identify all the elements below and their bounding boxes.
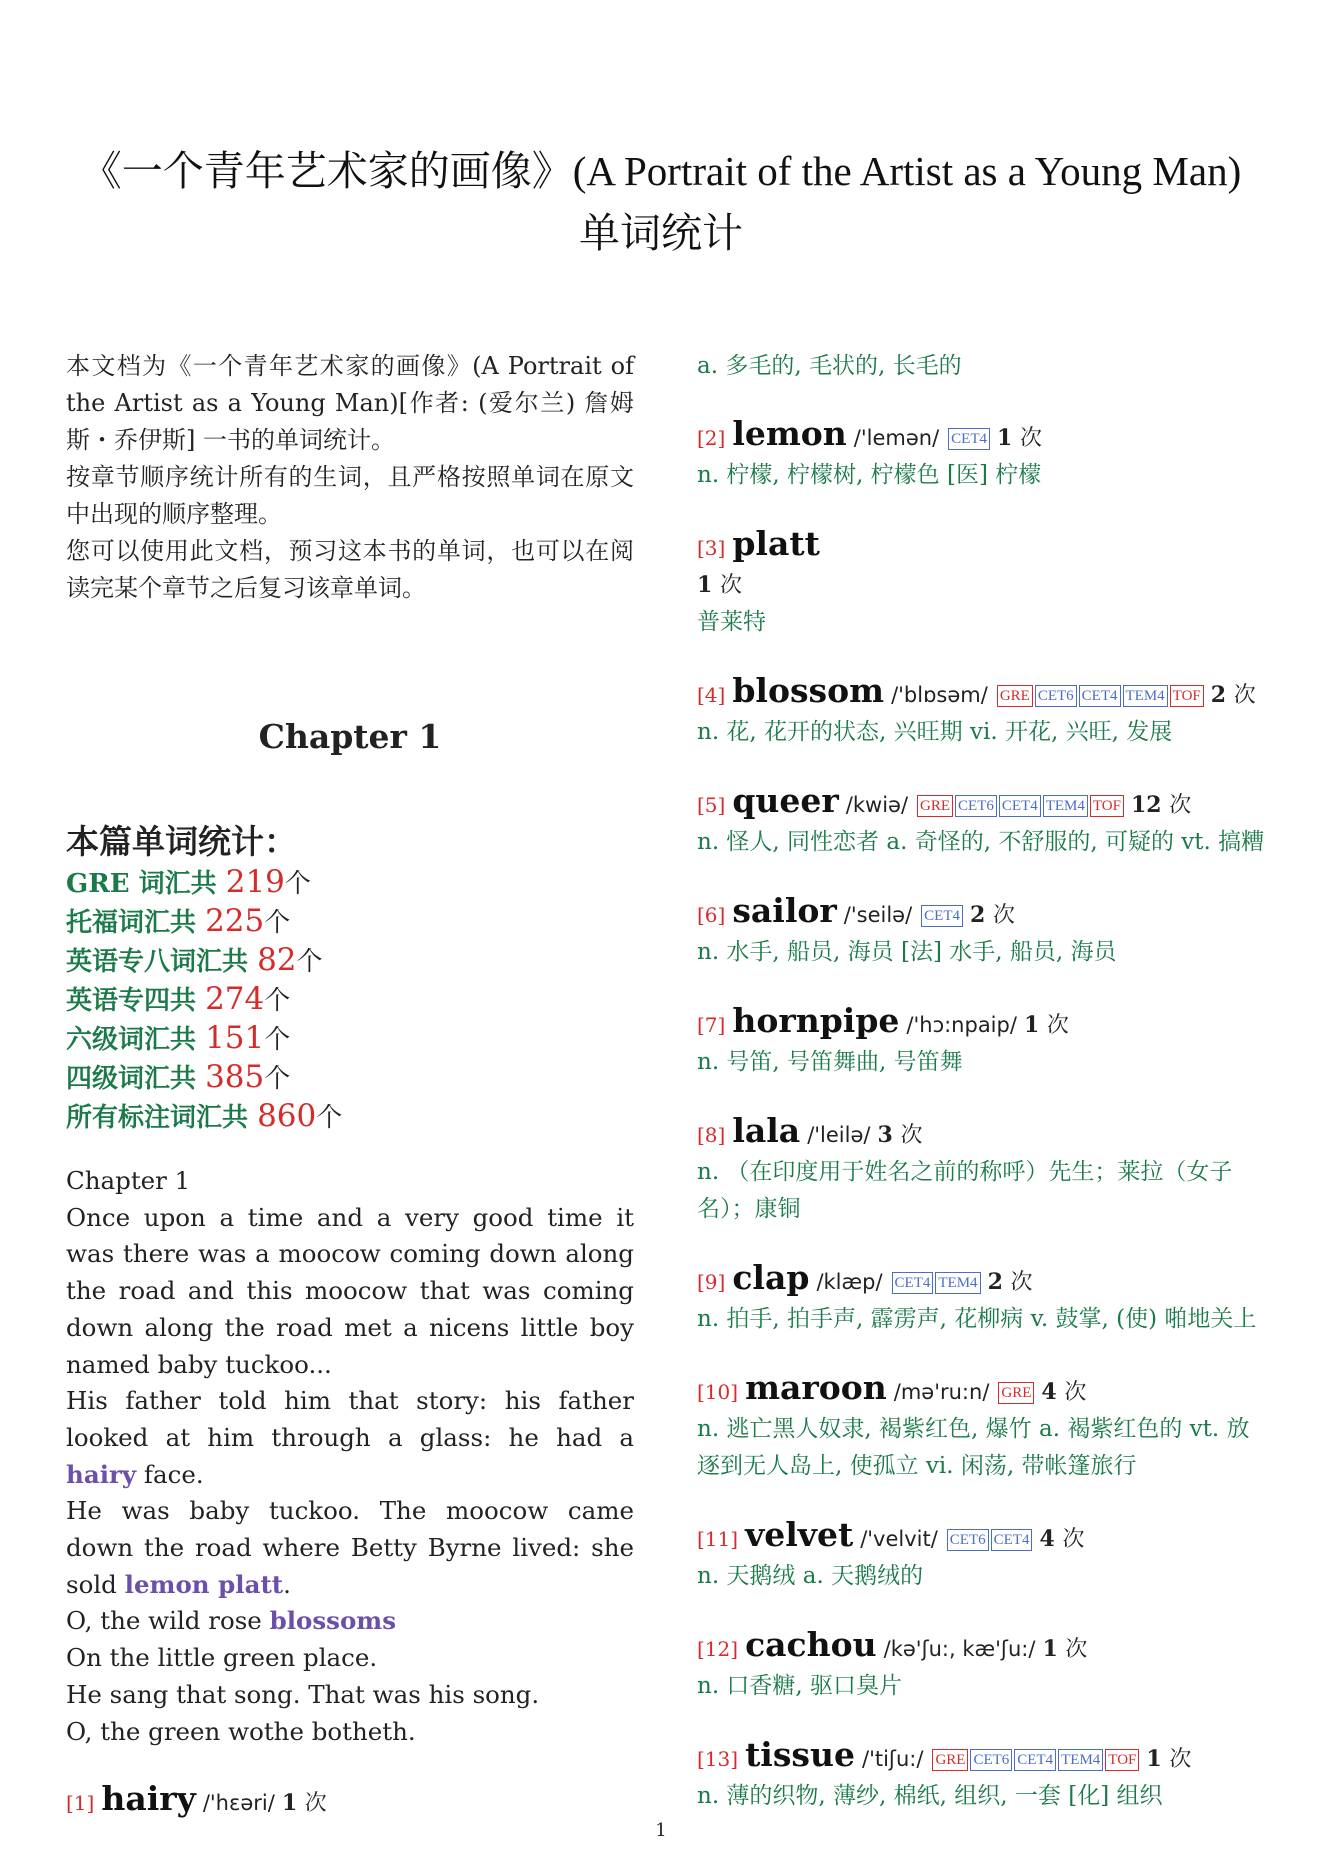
stat-value: 860: [257, 1098, 317, 1134]
count-suffix: 次: [1046, 1013, 1069, 1038]
exam-tag: CET6: [1035, 685, 1077, 707]
stat-line: [66, 903, 634, 942]
passage-line: Chapter 1: [66, 1166, 191, 1195]
entry-word: hairy: [101, 1779, 196, 1819]
vocab-entry: [697, 1112, 1267, 1228]
entry-definition: n. 花, 花开的状态, 兴旺期 vi. 开花, 兴旺, 发展: [697, 719, 1173, 745]
entry-index: [1]: [66, 1791, 95, 1816]
entry-phonetic: /klæp/: [816, 1270, 883, 1294]
stat-value: 219: [225, 864, 285, 900]
exam-tag: CET4: [948, 428, 990, 450]
vocab-entry: [697, 892, 1267, 971]
entry-phonetic: /'lemən/: [853, 426, 940, 450]
vocab-entry: [697, 1002, 1267, 1081]
vocab-entry: [697, 348, 1267, 385]
entry-word: tissue: [745, 1735, 855, 1774]
entry-index: [10]: [697, 1380, 739, 1404]
entry-word: maroon: [745, 1368, 887, 1407]
vocab-entry: [697, 1516, 1267, 1595]
entry-phonetic: /'seilə/: [843, 903, 913, 927]
exam-tag: CET4: [999, 795, 1041, 817]
entry-phonetic: /'hɛəri/: [202, 1791, 275, 1816]
entry-definition: n. 薄的织物, 薄纱, 棉纸, 组织, 一套 [化] 组织: [697, 1783, 1163, 1809]
chapter-passage: [66, 1163, 634, 1750]
entry-definition: a. 多毛的, 毛状的, 长毛的: [697, 353, 962, 379]
entry-index: [13]: [697, 1747, 739, 1771]
stat-line: [66, 981, 634, 1020]
exam-tag: TEM4: [1043, 795, 1088, 817]
title-line-1: 《一个青年艺术家的画像》(A Portrait of the Artist as a Young Man): [80, 148, 1242, 194]
stat-label: GRE 词汇共: [66, 869, 226, 899]
exam-tag: TEM4: [1058, 1749, 1103, 1771]
count-suffix: 次: [304, 1791, 327, 1817]
entry-word: clap: [732, 1258, 810, 1297]
passage-line: Once upon a time and a very good time it was there was a moocow coming down along the road and this moocow that was coming down along the road met a nicens little boy named baby tuckoo...: [66, 1202, 634, 1379]
count-number: 2: [1210, 682, 1227, 708]
entry-definition: n. 柠檬, 柠檬树, 柠檬色 [医] 柠檬: [697, 462, 1042, 488]
exam-tag: CET4: [1014, 1749, 1056, 1771]
stat-label: 所有标注词汇共: [66, 1103, 258, 1133]
entry-count: [997, 425, 1042, 451]
stat-value: 225: [205, 903, 265, 939]
entry-count: [1042, 1636, 1087, 1662]
entry-index: [6]: [697, 903, 726, 927]
entry-head: [66, 1780, 634, 1822]
count-suffix: 次: [1169, 1747, 1192, 1772]
entry-word: lemon: [732, 414, 847, 453]
entry-definition: n. 天鹅绒 a. 天鹅绒的: [697, 1563, 924, 1589]
entry-index: [3]: [697, 536, 726, 560]
entry-phonetic: /'blɒsəm/: [891, 683, 988, 707]
entry-index: [4]: [697, 683, 726, 707]
highlighted-word: lemon platt: [124, 1569, 284, 1599]
vocab-entry: [697, 525, 1267, 641]
entry-word: cachou: [745, 1625, 877, 1664]
entry-count: [877, 1122, 922, 1148]
entry-index: [9]: [697, 1270, 726, 1294]
entry-count: [1146, 1746, 1191, 1772]
exam-tag: TOF: [1170, 685, 1204, 707]
entry-count: [1131, 792, 1191, 818]
entry-word: queer: [732, 781, 839, 820]
entry-index: [2]: [697, 426, 726, 450]
entry-word: blossom: [732, 671, 885, 710]
entry-head: [697, 1259, 1267, 1301]
count-suffix: 次: [992, 903, 1015, 928]
stat-value: 274: [205, 981, 265, 1017]
count-number: 2: [970, 902, 986, 928]
count-number: 1: [1146, 1746, 1162, 1772]
count-number: 3: [877, 1122, 893, 1148]
stat-unit: 个: [264, 986, 291, 1016]
count-number: 4: [1039, 1526, 1055, 1552]
entry-phonetic: /'hɔ:npaip/: [906, 1013, 1017, 1037]
stat-line: [66, 1059, 634, 1098]
entry-word: sailor: [732, 891, 837, 930]
entry-phonetic: /'velvit/: [860, 1527, 938, 1551]
entry-count: [1039, 1526, 1084, 1552]
entry-head: [697, 1626, 1267, 1668]
entry-count: [282, 1790, 327, 1816]
entry-head: [697, 1002, 1267, 1044]
stat-line: [66, 942, 634, 981]
stat-line: [66, 1020, 634, 1059]
count-number: 1: [697, 572, 713, 598]
stat-line: [66, 864, 634, 903]
count-number: 4: [1041, 1379, 1057, 1405]
entry-count: [1024, 1012, 1069, 1038]
entry-index: [11]: [697, 1527, 739, 1551]
stat-unit: 个: [264, 1064, 291, 1094]
stat-unit: 个: [264, 908, 291, 938]
count-number: 2: [987, 1269, 1003, 1295]
stat-line: [66, 1098, 634, 1137]
vocab-entry: [697, 672, 1267, 751]
entry-definition: n. （在印度用于姓名之前的称呼）先生；莱拉（女子名）；康铜: [697, 1159, 1233, 1222]
count-number: 12: [1130, 792, 1162, 818]
entry-phonetic: /kə'ʃu:, kæ'ʃu:/: [883, 1637, 1036, 1661]
passage-line: His father told him that story: his father looked at him through a glass: he had a hairy face.: [66, 1386, 634, 1489]
entry-definition: n. 水手, 船员, 海员 [法] 水手, 船员, 海员: [697, 939, 1117, 965]
exam-tag: GRE: [932, 1749, 968, 1771]
exam-tag: CET4: [1079, 685, 1121, 707]
passage-line: On the little green place.: [66, 1643, 378, 1673]
count-suffix: 次: [1010, 1270, 1033, 1295]
intro-paragraph: 按章节顺序统计所有的生词，且严格按照单词在原文中出现的顺序整理。: [66, 463, 634, 528]
entry-head: [697, 1516, 1267, 1558]
passage-line: O, the wild rose blossoms: [66, 1606, 397, 1636]
entry-word: lala: [732, 1111, 801, 1150]
passage-line: He was baby tuckoo. The moocow came down the road where Betty Byrne lived: she sold lemon platt.: [66, 1496, 634, 1599]
stats-list: [66, 864, 634, 1137]
stat-value: 151: [205, 1020, 265, 1056]
exam-tag: TEM4: [935, 1272, 980, 1294]
count-suffix: 次: [1169, 793, 1192, 818]
entry-count: [1041, 1379, 1086, 1405]
count-suffix: 次: [1062, 1527, 1085, 1552]
exam-tag: CET4: [892, 1272, 934, 1294]
vocab-entry: [697, 782, 1267, 861]
exam-tag: TOF: [1090, 795, 1124, 817]
stat-label: 四级词汇共: [66, 1064, 206, 1094]
entry-word: platt: [732, 524, 820, 563]
entry-index: [5]: [697, 793, 726, 817]
entry-head: [697, 782, 1267, 824]
entry-phonetic: /'tiʃu:/: [862, 1747, 924, 1771]
count-suffix: 次: [1064, 1380, 1087, 1405]
entry-definition: n. 口香糖, 驱口臭片: [697, 1673, 903, 1699]
vocab-entry: [697, 1626, 1267, 1705]
entry-count: [1211, 682, 1256, 708]
highlighted-word: blossoms: [269, 1606, 397, 1636]
entry-definition: n. 号笛, 号笛舞曲, 号笛舞: [697, 1049, 963, 1075]
entry-word: hornpipe: [732, 1001, 900, 1040]
intro-paragraph: 本文档为《一个青年艺术家的画像》(A Portrait of the Artist as a Young Man)[作者: (爱尔兰) 詹姆斯・乔伊斯] 一书的单词统计。: [66, 352, 634, 454]
count-suffix: 次: [1065, 1637, 1088, 1662]
count-suffix: 次: [1020, 426, 1043, 451]
entry-head: [697, 415, 1267, 457]
entry-phonetic: /kwiə/: [845, 793, 909, 817]
entry-head: [697, 525, 1267, 604]
stat-value: 82: [257, 942, 297, 978]
entry-index: [8]: [697, 1123, 726, 1147]
entry-index: [12]: [697, 1637, 739, 1661]
exam-tag: CET4: [921, 905, 963, 927]
passage-line: He sang that song. That was his song.: [66, 1679, 540, 1709]
stat-label: 六级词汇共: [66, 1025, 206, 1055]
entry-head: [697, 1112, 1267, 1154]
vocab-entry: [697, 415, 1267, 494]
vocab-entry: [697, 1259, 1267, 1338]
title-line-2: 单词统计: [579, 210, 743, 256]
count-suffix: 次: [719, 573, 742, 598]
stat-label: 托福词汇共: [66, 908, 206, 938]
count-number: 1: [997, 425, 1013, 451]
entry-head: [697, 892, 1267, 934]
stat-label: 英语专四共: [66, 986, 206, 1016]
entry-definition: n. 怪人, 同性恋者 a. 奇怪的, 不舒服的, 可疑的 vt. 搞糟: [697, 829, 1265, 855]
entry-head: [697, 672, 1267, 714]
exam-tag: TOF: [1105, 1749, 1139, 1771]
count-suffix: 次: [900, 1123, 923, 1148]
stat-unit: 个: [264, 1025, 291, 1055]
passage-line: O, the green wothe botheth.: [66, 1716, 416, 1746]
entry-index: [7]: [697, 1013, 726, 1037]
entry-phonetic: /mə'ru:n/: [893, 1380, 990, 1404]
entry-count: [988, 1269, 1033, 1295]
exam-tag: CET6: [955, 795, 997, 817]
exam-tag: CET6: [947, 1529, 989, 1551]
stat-unit: 个: [316, 1103, 343, 1133]
exam-tag: CET4: [991, 1529, 1033, 1551]
entry-count: [970, 902, 1015, 928]
stat-unit: 个: [284, 869, 311, 899]
count-suffix: 次: [1233, 683, 1256, 708]
count-number: 1: [1023, 1012, 1040, 1038]
entry-definition: n. 拍手, 拍手声, 霹雳声, 花柳病 v. 鼓掌, (使) 啪地关上: [697, 1306, 1257, 1332]
entry-head: [697, 1369, 1267, 1411]
stats-title: 本篇单词统计：: [66, 822, 297, 861]
count-number: 1: [1042, 1636, 1058, 1662]
exam-tag: CET6: [970, 1749, 1012, 1771]
entry-phonetic: /'leilə/: [807, 1123, 871, 1147]
stat-value: 385: [205, 1059, 265, 1095]
document-title: [40, 140, 1282, 264]
vocab-entry: [697, 1736, 1267, 1815]
entry-word: velvet: [745, 1515, 854, 1554]
exam-tag: GRE: [917, 795, 953, 817]
exam-tag: GRE: [997, 685, 1033, 707]
entry-definition: 普莱特: [697, 609, 766, 635]
exam-tag: TEM4: [1123, 685, 1168, 707]
exam-tag: GRE: [998, 1382, 1034, 1404]
count-number: 1: [281, 1790, 298, 1817]
vocab-entry-list-left: [66, 1780, 634, 1822]
stat-unit: 个: [296, 947, 323, 977]
intro-paragraph: 您可以使用此文档，预习这本书的单词，也可以在阅读完某个章节之后复习该章单词。: [66, 537, 634, 602]
stat-label: 英语专八词汇共: [66, 947, 258, 977]
left-column: [66, 348, 634, 1853]
vocab-entry: [697, 1369, 1267, 1485]
chapter-heading: Chapter 1: [258, 717, 442, 756]
entry-count: [697, 572, 742, 598]
vocab-entry-list-right: [697, 348, 1267, 1846]
highlighted-word: hairy: [66, 1459, 137, 1489]
page-number: 1: [655, 1820, 667, 1841]
entry-definition: n. 逃亡黑人奴隶, 褐紫红色, 爆竹 a. 褐紫红色的 vt. 放逐到无人岛上, 使孤立 vi. 闲荡, 带帐篷旅行: [697, 1416, 1250, 1479]
entry-head: [697, 1736, 1267, 1778]
intro: [66, 348, 634, 607]
